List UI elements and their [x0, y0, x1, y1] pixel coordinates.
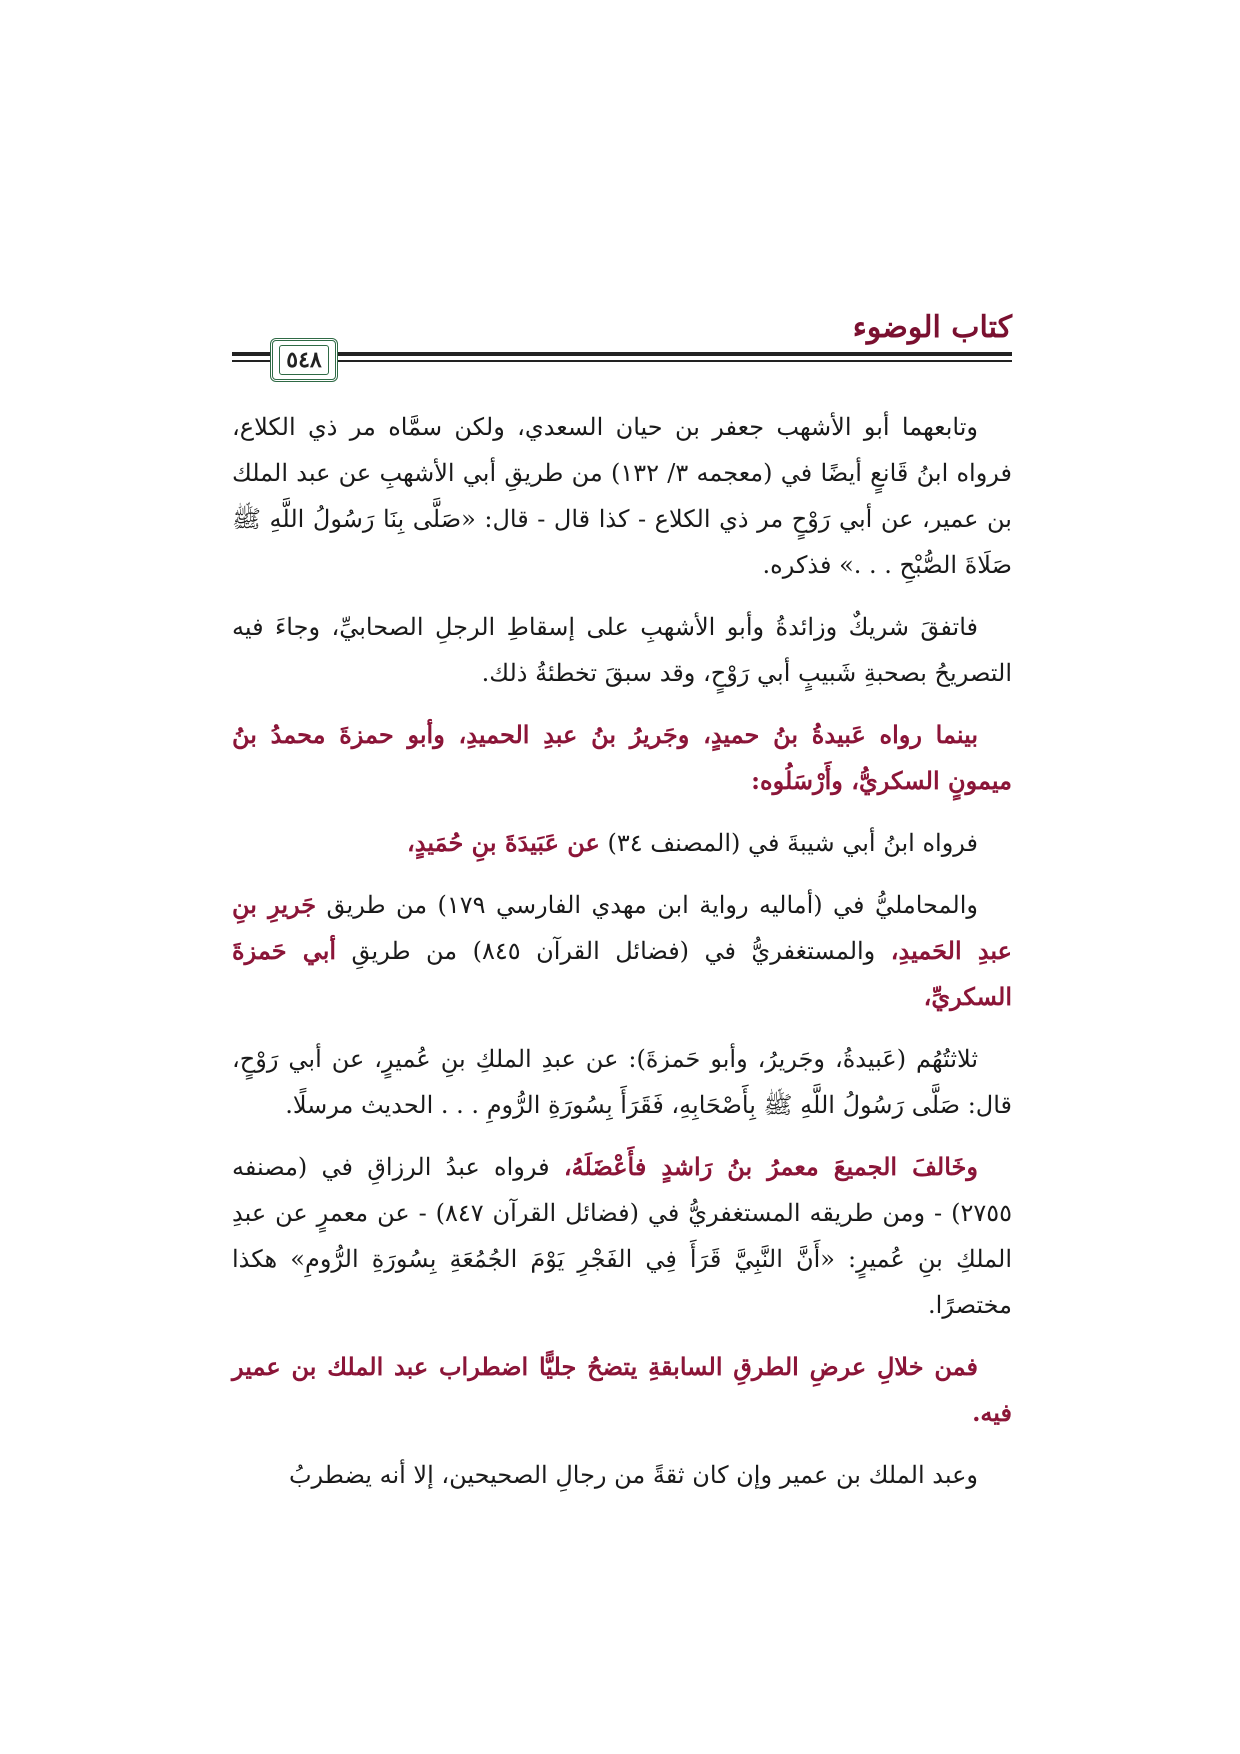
paragraph-text: والمستغفريُّ في (فضائل القرآن ٨٤٥) من طريقِ: [336, 937, 891, 965]
section-heading: [232, 712, 1012, 804]
paragraph: [232, 882, 1012, 1020]
book-title: كتاب الوضوء: [852, 310, 1012, 345]
paragraph: ثلاثتُهُم (عَبيدةُ، وجَريرُ، وأبو حَمزةَ): عن عبدِ الملكِ بنِ عُميرٍ، عن أبي رَوْحٍ، قال: صَلَّى رَسُولُ اللَّهِ ﷺ بِأَصْحَابِهِ، فَقَرَأَ بِسُورَةِ الرُّومِ . . . الحديث مرسلًا.: [232, 1045, 1012, 1119]
paragraph: [232, 820, 1012, 866]
conclusion-heading-text: فمن خلالِ عرضِ الطرقِ السابقةِ يتضحُ جليًّا اضطراب عبد الملك بن عمير فيه.: [232, 1352, 1012, 1427]
page-number-frame: [270, 338, 338, 382]
paragraph: فاتفقَ شريكٌ وزائدةُ وأبو الأشهبِ على إسقاطِ الرجلِ الصحابيِّ، وجاءَ فيه التصريحُ بصحبةِ شَبيبٍ أبي رَوْحٍ، وقد سبقَ تخطئةُ ذلك.: [232, 613, 1012, 687]
paragraph: وعبد الملك بن عمير وإن كان ثقةً من رجالِ الصحيحين، إلا أنه يضطربُ: [288, 1461, 978, 1489]
section-heading-text: بينما رواه عَبيدةُ بنُ حميدٍ، وجَريرُ بنُ عبدِ الحميدِ، وأبو حمزةَ محمدُ بنُ ميمونٍ السكريُّ، وأَرْسَلُوه:: [232, 720, 1012, 795]
header-rule-thick: [232, 352, 1012, 356]
page-number: ٥٤٨: [279, 345, 328, 375]
page-header: [232, 310, 1012, 390]
highlighted-narrator: عن عَبَيدَةَ بنِ حُمَيدٍ،: [406, 828, 600, 857]
header-rule-thin: [232, 360, 1012, 362]
body-text: [232, 404, 1012, 1514]
paragraph-text: فرواه ابنُ أبي شيبةَ في (المصنف ٣٤): [599, 829, 978, 857]
paragraph-text: فرواه عبدُ الرزاقِ في (مصنفه ٢٧٥٥) - ومن طريقه المستغفريُّ في (فضائل القرآن ٨٤٧) - عن معمرٍ عن عبدِ الملكِ بنِ عُميرٍ: «أَنَّ النَّبِيَّ قَرَأَ فِي الفَجْرِ يَوْمَ الجُمُعَةِ بِسُورَةِ الرُّومِ» هكذا مختصرًا.: [232, 1153, 1012, 1319]
paragraph: [232, 1144, 1012, 1328]
highlighted-narrator: جَريرِ بنِ عبدِ الحَميدِ،: [232, 890, 1012, 965]
paragraph: وتابعهما أبو الأشهب جعفر بن حيان السعدي، ولكن سمَّاه مر ذي الكلاع، فرواه ابنُ قَانعٍ أيضًا في (معجمه ٣/ ١٣٢) من طريقِ أبي الأشهبِ عن عبد الملك بن عمير، عن أبي رَوْحٍ مر ذي الكلاع - كذا قال - قال: «صَلَّى بِنَا رَسُولُ اللَّهِ ﷺ صَلَاةَ الصُّبْحِ . . .» فذكره.: [232, 413, 1013, 579]
highlighted-narrator: وخَالفَ الجميعَ معمرُ بنُ رَاشدٍ فأَعْضَلَهُ،: [563, 1152, 978, 1181]
conclusion-heading: [232, 1344, 1012, 1436]
paragraph-text: والمحامليُّ في (أماليه رواية ابن مهدي الفارسي ١٧٩) من طريق: [316, 891, 978, 919]
highlighted-narrator: أبي حَمزةَ السكريِّ،: [232, 936, 1012, 1011]
